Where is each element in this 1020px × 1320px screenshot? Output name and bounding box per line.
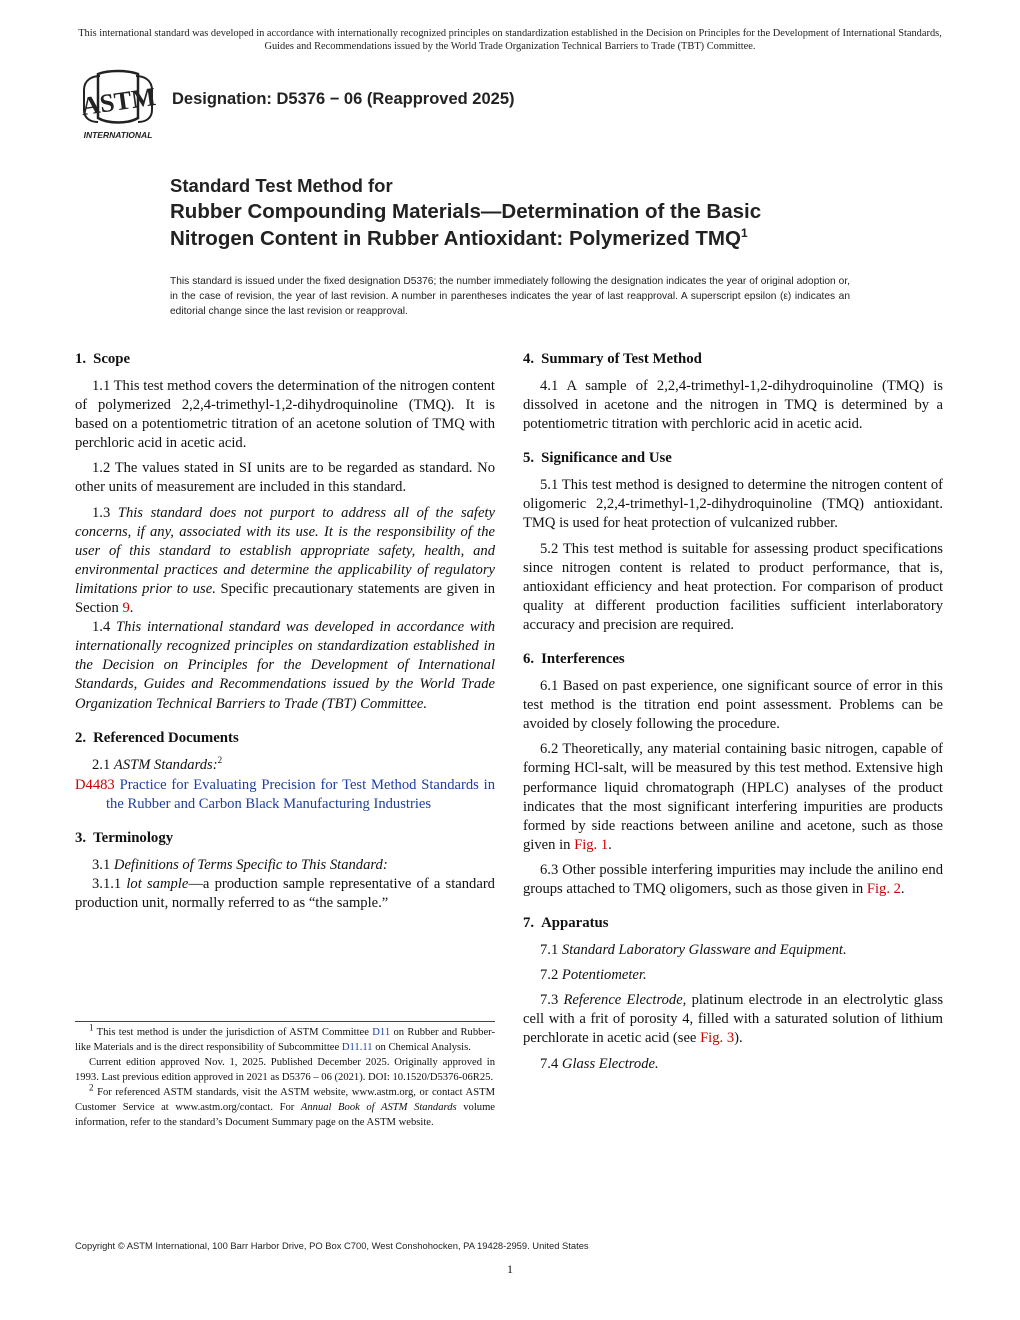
para-italic: lot sample [126,875,189,892]
section-heading [523,914,943,933]
copyright: Copyright © ASTM International, 100 Barr Harbor Drive, PO Box C700, West Conshohocken, PA 19428-2959. United States [75,1240,589,1251]
footnote-text: on Rubber and Rubber-like Materials and is the direct responsibility of Subcommittee [75,1027,495,1053]
para-text: 6.3 Other possible interfering impurities may include the anilino end groups attached to TMQ oligomers, such as those given in [523,861,943,897]
para-end: . [129,600,134,617]
para-text: —a production sample representative of a standard production unit, normally referred to as “the sample.” [75,875,495,912]
paragraph-5-1: 5.1 This test method is designed to determine the nitrogen content of oligomeric 2,2,4-trimethyl-1,2-dihydroquinoline (TMQ) antioxidant. TMQ is used for heat protection of vulcanized rubber. [523,477,943,532]
section-scope [75,350,495,714]
paragraph-1-4 [75,618,495,713]
committee-d11-link[interactable]: D11 [372,1027,391,1038]
para-italic: Definitions of Terms Specific to This Standard: [113,856,388,873]
section-number: 4. [523,351,535,367]
footnote-1 [75,1022,495,1055]
section-title: Terminology [93,829,174,846]
paragraph-7-1 [523,941,943,960]
section-terminology [75,829,495,913]
paragraph-1-3 [75,504,495,619]
para-italic: ASTM Standards: [113,756,218,773]
footnote-2 [75,1082,496,1130]
paragraph-5-2: 5.2 This test method is suitable for assessing product specifications since nitrogen content is related to product performance, that is, antioxidant efficiency and heat protection. For comparison of product quality at different production facilities sufficient interlaboratory accuracy and precision are required. [523,540,943,633]
fig-1-link[interactable]: Fig. 1 [574,836,609,853]
footnote-mark: 2 [89,1082,94,1093]
title-line-2: Rubber Compounding Materials—Determination of the Basic [170,200,762,223]
section-apparatus [523,914,943,1074]
title-line-3: Nitrogen Content in Rubber Antioxidant: Polymerized TMQ [170,227,741,250]
reference-code-link[interactable]: D4483 [75,776,115,793]
section-heading [523,449,943,468]
section-heading [523,350,943,369]
footnote-mark: 1 [89,1022,94,1033]
section-significance [523,449,943,635]
section-number: 2. [75,729,87,746]
section-title: Apparatus [541,915,609,932]
section-number: 6. [523,651,535,668]
para-end: ). [734,1030,743,1047]
section-summary [523,350,943,434]
section-title: Scope [93,351,131,367]
paragraph-6-3 [523,861,943,899]
paragraph-4-1: 4.1 A sample of 2,2,4-trimethyl-1,2-dihydroquinoline (TMQ) is dissolved in acetone and the nitrogen in TMQ is determined by a potentiometric titration with perchloric acid in acetic acid. [523,378,943,433]
footnote-text: on Chemical Analysis. [375,1041,471,1053]
para-end: . [608,836,612,853]
reference-title-link[interactable]: Practice for Evaluating Precision for Test Method Standards in the Rubber and Carbon Black Manufacturing Industries [106,776,495,812]
logo-org: INTERNATIONAL [83,130,153,140]
para-num: 1.3 [92,504,111,521]
paragraph-7-2 [523,966,943,985]
footnote-text: This test method is under the jurisdiction of ASTM Committee [96,1027,369,1038]
para-text: platinum electrode in an electrolytic glass cell with a frit of porosity 4, filled with a saturated solution of lithium perchlorate in acetic acid (see [523,992,943,1047]
para-num: 3.1 [92,856,111,873]
para-num: 3.1.1 [92,875,122,892]
section-number: 7. [523,915,535,932]
section-interferences [523,650,943,899]
right-column [523,350,943,1089]
section-title: Interferences [541,651,625,668]
reference-d4483 [75,776,495,814]
astm-logo-icon [72,68,164,144]
para-num: 7.2 [540,967,559,984]
footnote-text: volume information, refer to the standard’s Document Summary page on the ASTM website. [75,1101,496,1128]
paragraph-3-1-1 [75,875,495,913]
designation: Designation: D5376 − 06 (Reapproved 2025) [172,90,515,108]
document-title [170,174,890,252]
paragraph-1-1: 1.1 This test method covers the determination of the nitrogen content of polymerized 2,2,4-trimethyl-1,2-dihydroquinoline (TMQ). It is based on a potentiometric titration of an acetone solution of TMQ with perchloric acid in acetic acid. [75,378,495,452]
logo-letters: ASTM [79,81,158,122]
para-italic: Standard Laboratory Glassware and Equipment. [561,942,847,959]
para-italic: Glass Electrode. [561,1055,659,1072]
para-italic: Potentiometer. [561,967,647,984]
footnote-1-edition: Current edition approved Nov. 1, 2025. Published December 2025. Originally approved in 1993. Last previous edition approved in 2021 as D5376 – 06 (2021). DOI: 10.1520/D5376-06R25. [75,1057,495,1083]
para-num: 7.1 [540,942,559,959]
para-num: 1.4 [92,619,111,636]
section-heading [75,829,495,848]
issue-note: This standard is issued under the fixed designation D5376; the number immediately following the designation indicates the year of original adoption or, in the case of revision, the year of last revision. A number in parentheses indicates the year of last reapproval. A superscript epsilon (ε) indicates an editorial change since the last revision or reapproval. [170,276,850,317]
section-title: Significance and Use [541,450,672,467]
para-italic: This standard does not purport to address all of the safety concerns, if any, associated with its use. It is the responsibility of the user of this standard to establish appropriate safety, health, and environmental practices and determine the applicability of regulatory limitations prior to use. [75,504,495,597]
paragraph-6-2 [523,740,943,855]
section-heading [75,729,495,748]
para-num: 7.3 [540,992,559,1009]
section-heading [523,650,943,669]
paragraph-6-1: 6.1 Based on past experience, one significant source of error in this test method is the titration end point assessment. Problems can be avoided by closely following the procedure. [523,678,943,733]
section-number: 3. [75,829,87,846]
footnote-2-mark[interactable]: 2 [217,754,223,765]
section-heading [75,350,495,369]
section-title: Summary of Test Method [541,351,702,367]
section-referenced-documents [75,729,495,814]
section-number: 5. [523,450,535,467]
para-end: . [900,880,905,897]
subcommittee-d11-11-link[interactable]: D11.11 [341,1041,373,1053]
paragraph-7-4 [523,1055,943,1074]
fig-2-link[interactable]: Fig. 2 [866,880,901,897]
paragraph-3-1 [75,856,495,875]
paragraph-1-2: 1.2 The values stated in SI units are to be regarded as standard. No other units of measurement are included in this standard. [75,460,495,496]
para-num: 2.1 [92,756,111,773]
para-italic: This international standard was developed in accordance with internationally recognized principles on standardization established in the Decision on Principles for the Development of International Standards, Guides and Recommendations issued by the World Trade Organization Technical Barriers to Trade (TBT) Committee. [75,619,496,712]
section-number: 1. [75,351,87,367]
paragraph-7-3 [523,991,943,1048]
paragraph-2-1 [75,756,495,775]
top-note: This international standard was developed in accordance with internationally recognized principles on standardization established in the Decision on Principles for the Development of International Standards, Guides and Recommendations issued by the World Trade Organization Technical Barriers to Trade (TBT) Committee. [78,28,942,52]
para-num: 7.4 [540,1055,559,1072]
title-line-1: Standard Test Method for [170,175,393,196]
title-footnote-mark[interactable]: 1 [740,226,748,241]
para-text: Specific precautionary statements are given in Section [75,580,495,617]
para-text: 6.2 Theoretically, any material containing basic nitrogen, capable of forming HCl-salt, will be measured by this test method. Extensive high performance liquid chromatograph (HPLC) analyses of the product indicates that the most significant interfering impurities are products formed by side reactions between aniline and acetone, such as those given in [523,741,943,853]
footnotes [75,1021,495,1131]
left-column [75,350,495,928]
para-italic: Reference Electrode, [563,992,687,1009]
title-line-3-wrap [170,225,890,252]
page-number: 1 [507,1262,513,1276]
footnote-text: For referenced ASTM standards, visit the ASTM website, www.astm.org, or contact ASTM Customer Service at www.astm.org/contact. For [75,1087,495,1113]
footnote-italic: Annual Book of ASTM Standards [300,1101,457,1113]
fig-3-link[interactable]: Fig. 3 [700,1030,735,1047]
section-9-link[interactable]: 9 [122,600,130,617]
section-title: Referenced Documents [93,729,239,746]
